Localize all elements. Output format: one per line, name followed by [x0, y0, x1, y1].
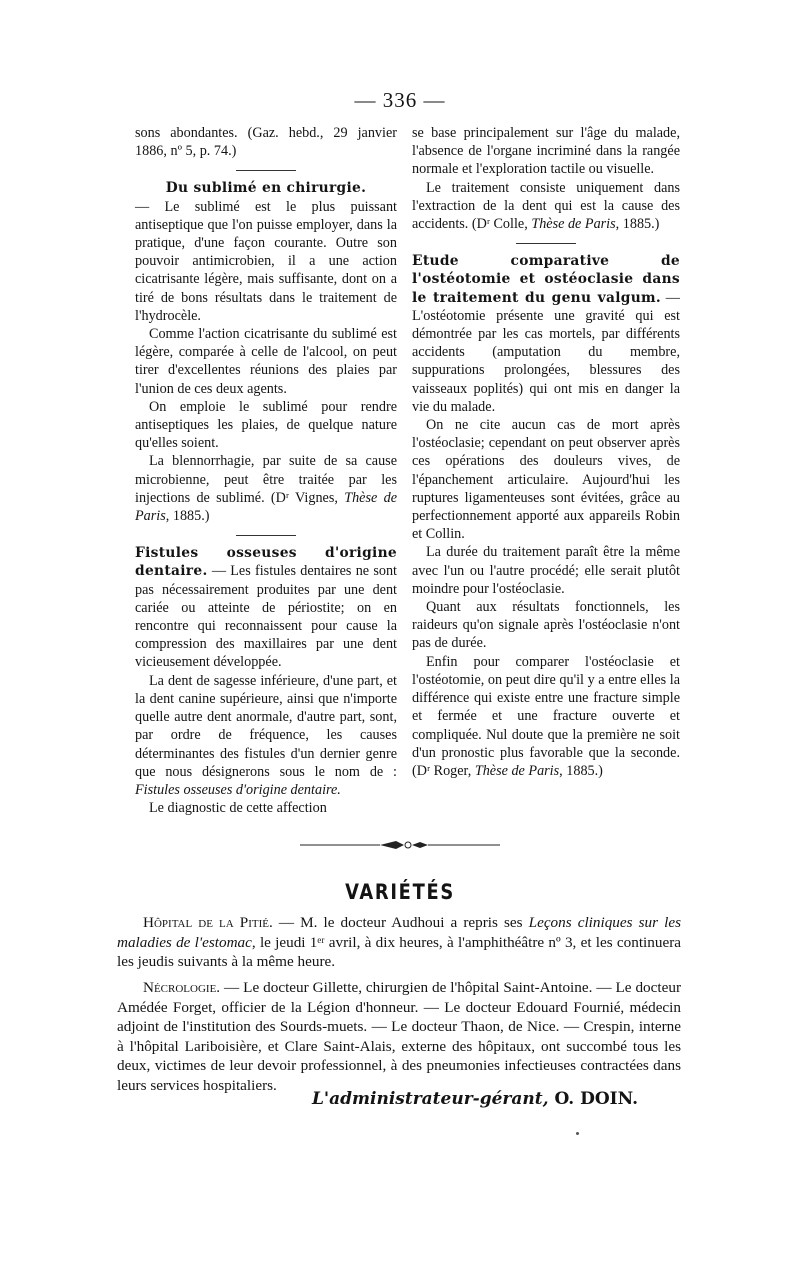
varietes-p1-text-a: — M. le docteur Audhoui a repris ses [272, 914, 529, 931]
section-divider [516, 243, 576, 244]
left-p8: Le diagnostic de cette affection [149, 800, 327, 817]
right-p2-italic: Thèse de Paris [531, 216, 616, 233]
right-p6: Quant aux résultats fonctionnels, les raideurs qu'on signale après l'ostéoclasie n'ont pas de durée. [412, 599, 680, 652]
heading-sublime: Du sublimé en chirurgie. [165, 180, 367, 197]
varietes-title: VARIÉTÉS [345, 880, 455, 904]
right-p2-text: Le traitement consiste uniquement dans l'extraction de la dent qui est la cause des accidents. (Dʳ Colle, [412, 179, 680, 233]
right-p2 [412, 179, 680, 234]
left-p7-italic: Fistules osseuses d'origine dentaire. [135, 781, 341, 798]
left-column [135, 124, 397, 817]
right-p3-text: — L'ostéotomie présente une gravité qui est démontrée par les cas mortels, par différents accidents (amputation du membre, suppurations prolongées, blessures des vaisseaux poplités) qui ont mis en danger la vie du malade. [412, 289, 680, 415]
varietes-p2-label: Nécrologie. [143, 979, 221, 996]
right-p7-italic: Thèse de Paris [474, 762, 560, 779]
right-column [412, 124, 680, 780]
left-p6-text: — Les fistules dentaires ne sont pas nécessairement produites par une dent cariée ou atteinte de périostite; on en rencontre qui reconnaissent pour cause la compression des maxillaires par une dent vicieusement développée. [135, 563, 397, 671]
right-p7-text: Enfin pour comparer l'ostéoclasie et l'ostéotomie, on peut dire qu'il y a entre elles la différence qui existe entre une fracture simple et fermée et une fracture ouverte et compliquée. Nul doute que la première ne soit d'un pronostic plus favorable que la seconde. (Dʳ Roger, [412, 653, 680, 779]
right-p7-end: , 1885.) [559, 762, 603, 779]
heading-etude: Etude comparative de l'ostéotomie et ostéoclasie dans le traitement du genu valgum. [412, 253, 680, 306]
right-p2-end: , 1885.) [615, 216, 660, 233]
right-p7 [412, 653, 680, 780]
left-p5-cite-end: , 1885.) [165, 508, 210, 525]
right-p1: se base principalement sur l'âge du malade, l'absence de l'organe incriminé dans la rangée normale et l'exploration tactile ou visuelle. [412, 125, 680, 178]
varietes-p2-text: — Le docteur Gillette, chirurgien de l'hôpital Saint-Antoine. — Le docteur Amédée Forget, officier de la Légion d'honneur. — Le docteur Edouard Fournié, médecin adjoint de l'institution des Sourds-muets. — Le docteur Thaon, de Nice. — Crespin, interne à l'hôpital Lariboisière, et Clare Saint-Alais, externe des hôpitaux, ont succombé tous les deux, victimes de leur devoir professionnel, à des pneumonies infectieuses contractées dans leurs services hospitaliers. [117, 979, 681, 1094]
left-p7-text: La dent de sagesse inférieure, d'une part, et la dent canine supérieure, ainsi que n'importe quelle autre dent anormale, d'autre part, sont, par ordre de fréquence, les causes déterminantes des fistules d'un dernier genre que nous désignerons sous le nom de : [135, 672, 397, 780]
right-p4: On ne cite aucun cas de mort après l'ostéoclasie; cependant on peut observer après ces opérations des douleurs vives, de l'épanchement articulaire. Aujourd'hui les ruptures ligamenteuses sont évitées, grâce au perfectionnement apporté aux appareils Robin et Collin. [412, 417, 680, 543]
right-p5: La durée du traitement paraît être la même avec l'un ou l'autre procédé; elle serait plutôt moindre pour l'ostéoclasie. [412, 544, 680, 597]
stray-dot [576, 1132, 579, 1135]
ornament-divider-icon [300, 838, 500, 852]
left-p5-cite-title: Thèse de Paris [135, 489, 397, 525]
signature [0, 1089, 638, 1109]
left-p2: — Le sublimé est le plus puissant antiseptique que l'on puisse employer, dans la pratique, d'une façon courante. Outre son pouvoir antimicrobien, il a une action cicatrisante légère, mais suffisante, dont on a tiré de bons résultats dans le traitement de l'hydrocèle. [135, 198, 397, 324]
section-divider [236, 170, 296, 171]
page-number: — 336 — [354, 88, 446, 112]
left-p1: sons abondantes. (Gaz. hebd., 29 janvier 1886, nº 5, p. 74.) [135, 125, 397, 160]
signature-title: L'administrateur-gérant, [311, 1089, 549, 1109]
varietes-p1-label: Hôpital de la Pitié. [143, 914, 273, 931]
varietes-p1-italic: Leçons cliniques sur les maladies de l'estomac [117, 914, 681, 951]
left-p4: On emploie le sublimé pour rendre antiseptiques les plaies, de quelque nature qu'elles soient. [135, 398, 397, 452]
left-p6 [135, 544, 397, 671]
varietes-p1 [117, 913, 681, 972]
right-p3 [412, 252, 680, 416]
left-p3: Comme l'action cicatrisante du sublimé est légère, comparée à celle de l'alcool, on peut tirer d'excellentes réunions des plaies par l'union de ces deux agents. [135, 326, 397, 397]
left-p5-cite: (Dʳ Vignes, [270, 489, 338, 506]
left-p5-text: La blennorrhagie, par suite de sa cause microbienne, peut être traitée par les injections de sublimé. [135, 453, 397, 506]
varietes-p2 [117, 978, 681, 1096]
section-divider [236, 535, 296, 536]
signature-name: O. DOIN. [548, 1089, 638, 1109]
left-p7 [135, 672, 397, 799]
heading-fistules: Fistules osseuses d'origine dentaire. [135, 545, 397, 580]
left-p5 [135, 452, 397, 525]
varietes-p1-text-b: , le jeudi 1ᵉʳ avril, à dix heures, à l'amphithéâtre nº 3, et les continuera les jeudis suivants à la même heure. [117, 933, 681, 971]
